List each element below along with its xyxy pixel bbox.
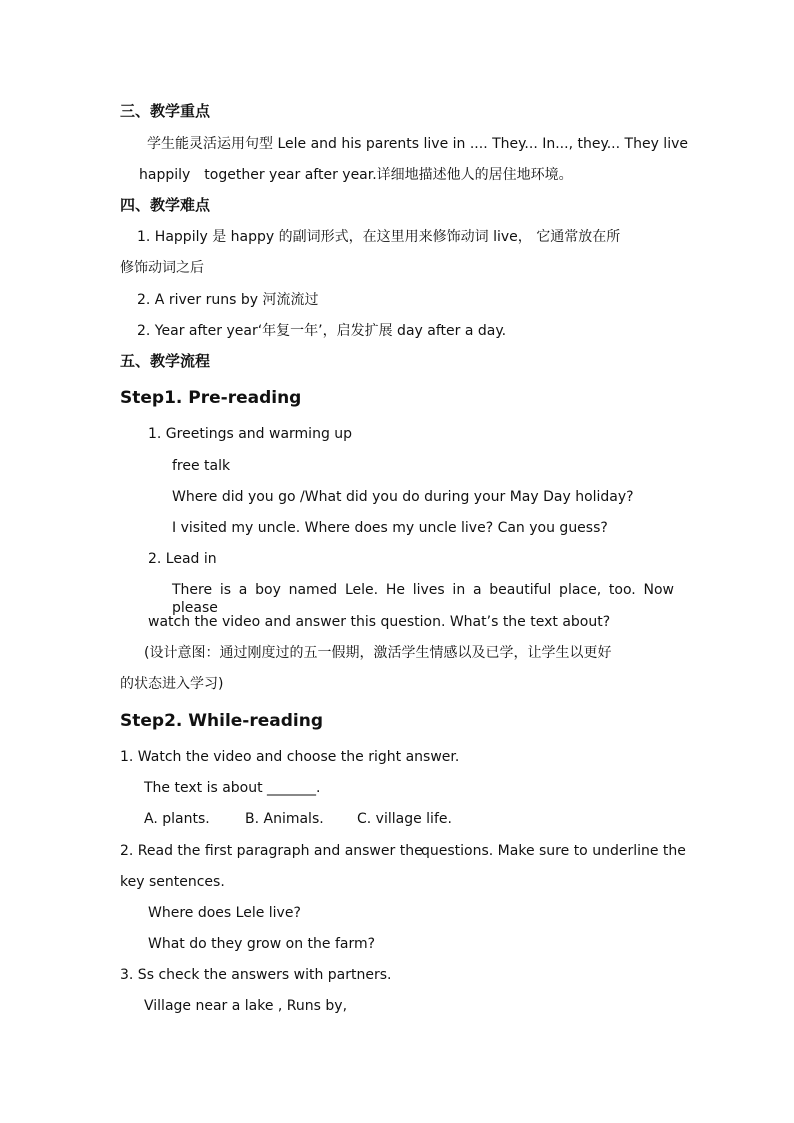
section3-heading: 三、教学重点 <box>120 102 211 120</box>
section5-heading: 五、教学流程 <box>120 352 211 370</box>
section3-line2-b: together year after year.详细地描述他人的居住地环境。 <box>204 167 573 183</box>
step1-title: Step1. Pre-reading <box>120 388 302 408</box>
section4-item1-line1: 1. Happily 是 happy 的副词形式，在这里用来修饰动词 live， 它通常放在所 <box>137 229 621 245</box>
section3-line2 <box>139 166 573 184</box>
step2-option-b: B. Animals. <box>245 811 324 827</box>
step2-option-a: A. plants. <box>144 811 210 827</box>
step1-question1: Where did you go /What did you do during your May Day holiday? <box>172 489 634 505</box>
step2-option-c: C. village life. <box>357 811 452 827</box>
step2-title: Step2. While-reading <box>120 711 324 731</box>
step1-question2: I visited my uncle. Where does my uncle live? Can you guess? <box>172 520 608 536</box>
step2-item1: 1. Watch the video and choose the right answer. <box>120 749 460 765</box>
step2-item2-line2: key sentences. <box>120 874 225 890</box>
step2-answer-line: Village near a lake , Runs by, <box>144 998 348 1014</box>
section3-line1: 学生能灵活运用句型 Lele and his parents live in .... They... In..., they... They live <box>147 136 688 152</box>
step1-lead-line1: There is a boy named Lele. He lives in a beautiful place, too. Now please <box>172 582 674 616</box>
step2-item3: 3. Ss check the answers with partners. <box>120 967 392 983</box>
section4-item1-line2: 修饰动词之后 <box>120 260 204 276</box>
step2-item2-line1a: 2. Read the first paragraph and answer the <box>120 843 423 859</box>
step2-item2-line1b: questions. Make sure to underline the <box>421 843 686 859</box>
section3-line2-a: happily <box>139 167 191 183</box>
section4-heading: 四、教学难点 <box>120 196 211 214</box>
step1-design-line1: (设计意图：通过刚度过的五一假期，激活学生情感以及已学，让学生以更好 <box>144 645 612 661</box>
section4-item2: 2. A river runs by 河流流过 <box>137 292 319 308</box>
step1-item2: 2. Lead in <box>148 551 217 567</box>
step1-item1: 1. Greetings and warming up <box>148 426 353 442</box>
step1-lead-line2: watch the video and answer this question. What’s the text about? <box>148 614 611 630</box>
section4-item3: 2. Year after year‘年复一年’，启发扩展 day after a day. <box>137 323 507 339</box>
step2-question2: What do they grow on the farm? <box>148 936 376 952</box>
step2-text-about: The text is about _______. <box>144 780 321 796</box>
step2-question1: Where does Lele live? <box>148 905 301 921</box>
step1-free-talk: free talk <box>172 458 231 474</box>
step1-design-line2: 的状态进入学习) <box>120 676 224 692</box>
